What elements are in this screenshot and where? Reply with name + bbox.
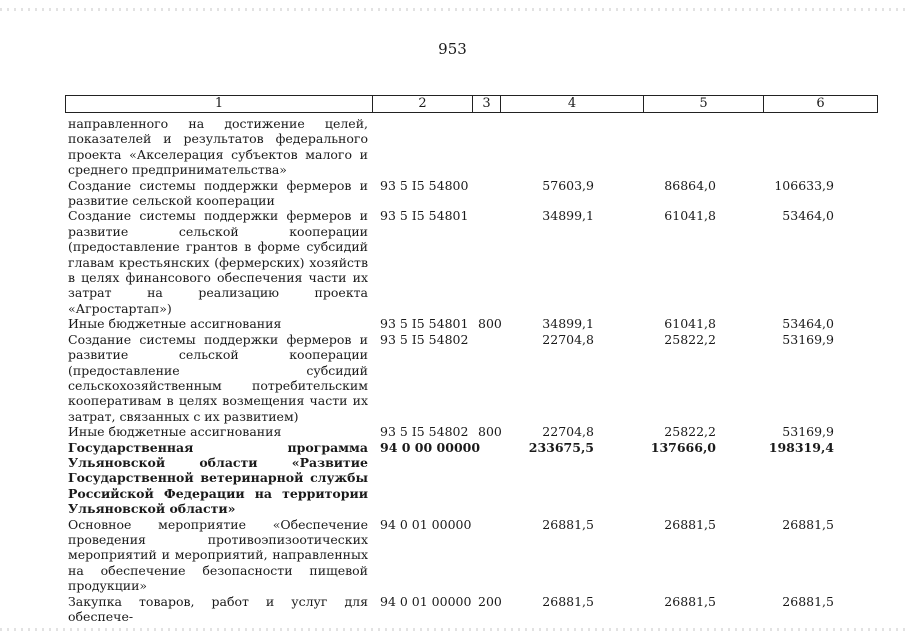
row-code: 93 5 I5 54801 [380,316,469,332]
row-value-6: 53169,9 [782,424,834,440]
scan-noise-bottom [0,628,905,631]
row-name: Основное мероприятие «Обеспечение проведения противоэпизоотических мероприятий и мероприятий, направленных на обеспечение безопасности пищевой продукции» [68,516,368,594]
row-type: 800 [478,316,502,332]
column-header-table [65,95,878,113]
column-header-row [66,96,878,113]
page-number: 953 [438,40,467,58]
row-type: 200 [478,593,502,609]
column-header-1: 1 [66,96,373,113]
row-code: 94 0 00 00000 [380,439,481,455]
row-value-6: 53464,0 [782,208,834,224]
column-header-4: 4 [501,96,644,113]
table-row [68,332,898,424]
row-name: направленного на достижение целей, показателей и результатов федерального проекта «Акселерация субъектов малого и среднего предпринимательства» [68,116,368,178]
row-value-5: 61041,8 [664,316,716,332]
row-value-6: 198319,4 [768,439,834,455]
row-value-4: 22704,8 [542,424,594,440]
row-name: Создание системы поддержки фермеров и развитие сельской кооперации (предоставление субсидий сельскохозяйственным потребительским кооперативам в целях возмещения части их затрат, связанных с их развитием) [68,331,368,424]
row-value-5: 61041,8 [664,208,716,224]
column-header-5: 5 [644,96,764,113]
row-type: 800 [478,424,502,440]
table-row [68,594,898,625]
budget-table-body [68,116,898,624]
row-value-5: 86864,0 [664,177,716,193]
row-value-4: 57603,9 [542,177,594,193]
table-row [68,116,898,178]
row-name: Иные бюджетные ассигнования [68,424,282,440]
row-name: Создание системы поддержки фермеров и развитие сельской кооперации [68,177,368,209]
table-row-program-total [68,440,898,517]
row-code: 93 5 I5 54802 [380,331,469,347]
row-value-6: 26881,5 [782,593,834,609]
row-value-4: 34899,1 [542,316,594,332]
table-row [68,208,898,316]
row-name: Создание системы поддержки фермеров и развитие сельской кооперации (предоставление грантов в форме субсидий главам крестьянских (фермерских) хозяйств в целях финансового обеспечения части их затрат на реализацию проекта «Агростартап») [68,208,368,316]
row-code: 93 5 I5 54800 [380,177,469,193]
scan-noise-top [0,8,905,11]
row-value-5: 26881,5 [664,516,716,532]
row-value-6: 53169,9 [782,331,834,347]
row-value-6: 53464,0 [782,316,834,332]
table-row [68,424,898,439]
row-value-5: 26881,5 [664,593,716,609]
row-value-4: 26881,5 [542,593,594,609]
row-value-4: 34899,1 [542,208,594,224]
row-value-5: 25822,2 [664,331,716,347]
row-value-6: 26881,5 [782,516,834,532]
row-name: Закупка товаров, работ и услуг для обеспече- [68,593,368,624]
row-name: Иные бюджетные ассигнования [68,316,282,332]
row-code: 94 0 01 00000 [380,593,472,609]
row-code: 94 0 01 00000 [380,516,472,532]
row-code: 93 5 I5 54801 [380,208,469,224]
column-header-6: 6 [764,96,878,113]
table-row [68,316,898,331]
table-row [68,178,898,209]
row-value-4: 22704,8 [542,331,594,347]
row-value-4: 26881,5 [542,516,594,532]
column-header-2: 2 [373,96,473,113]
row-code: 93 5 I5 54802 [380,424,469,440]
row-value-5: 137666,0 [650,439,716,455]
table-row [68,517,898,594]
row-value-4: 233675,5 [528,439,594,455]
column-header-3: 3 [473,96,501,113]
row-value-6: 106633,9 [774,177,834,193]
row-name: Государственная программа Ульяновской области «Развитие Государственной ветеринарной службы Российской Федерации на территории Ульяновской области» [68,439,368,517]
row-value-5: 25822,2 [664,424,716,440]
